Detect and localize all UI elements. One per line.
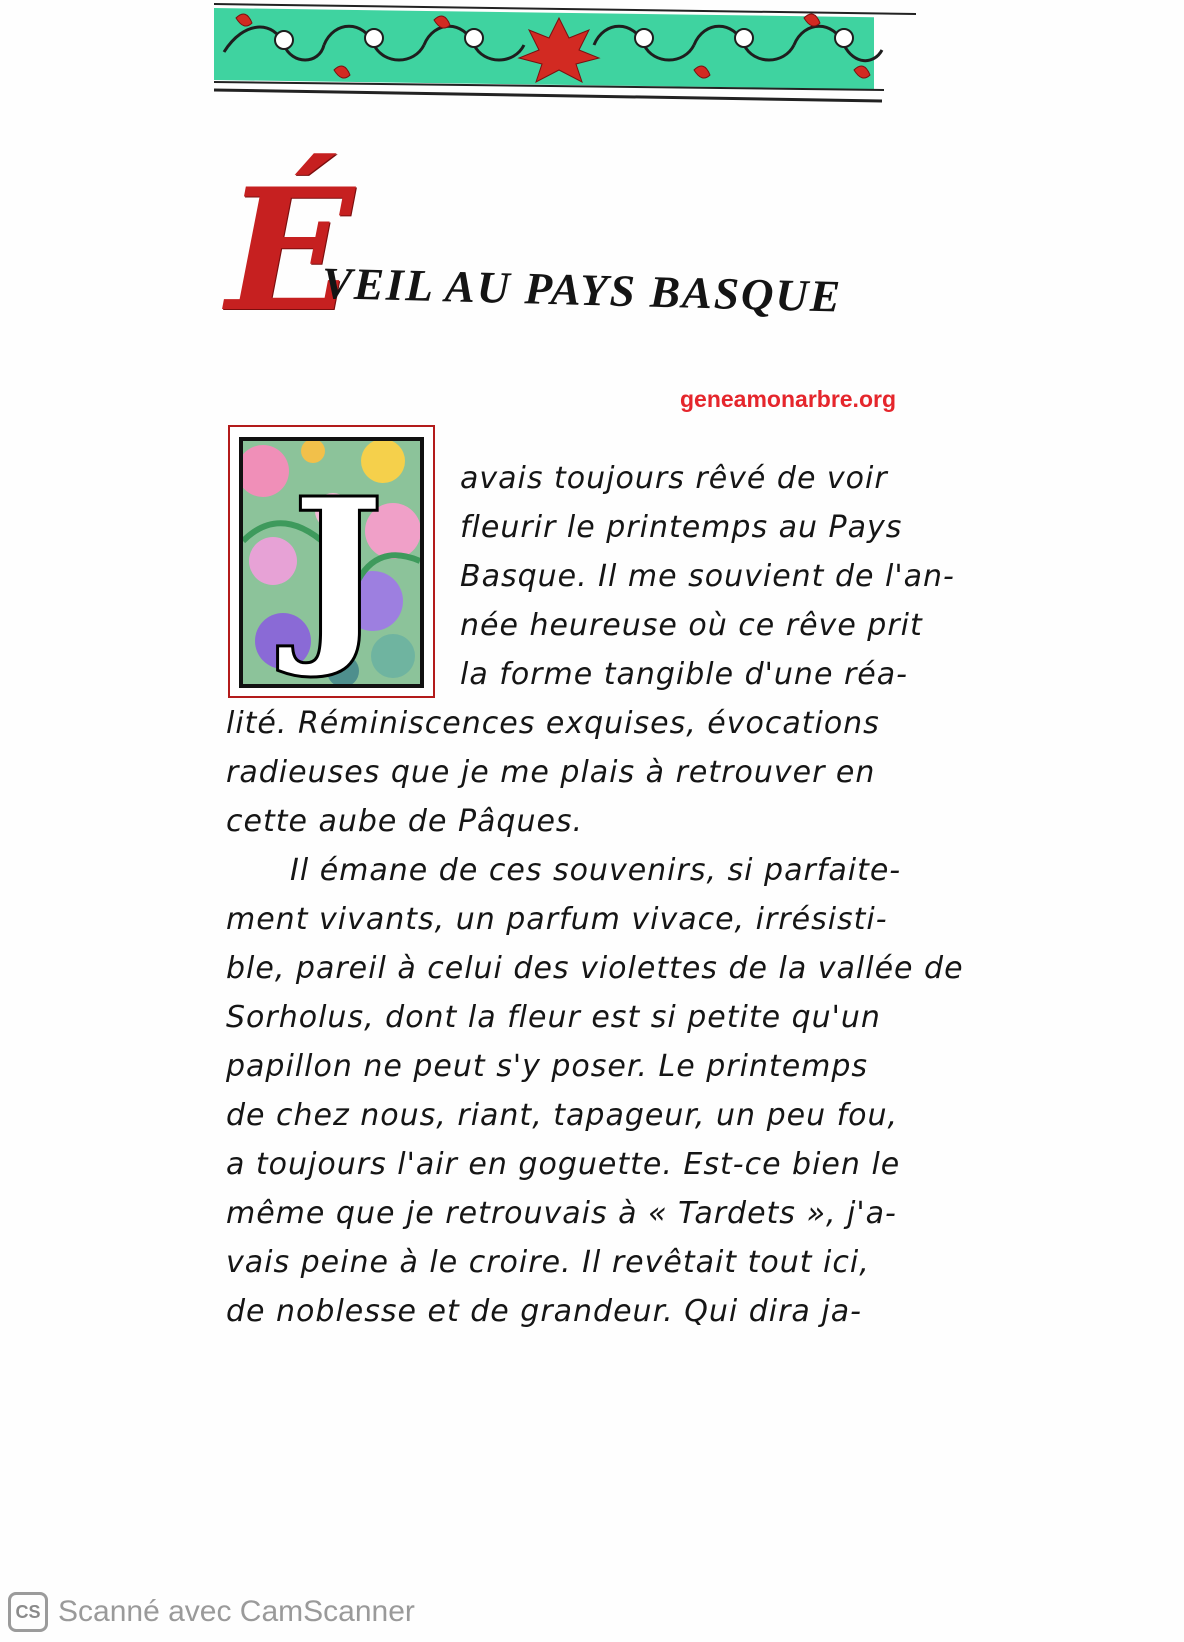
title-initial: É: [226, 151, 355, 349]
body-line-9: Il émane de ces souvenirs, si parfaite-: [290, 853, 902, 888]
camscanner-logo-icon: CS: [8, 1592, 48, 1632]
body-line-14: de chez nous, riant, tapageur, un peu fou,: [226, 1098, 899, 1133]
body-line-10: ment vivants, un parfum vivace, irrésisti-: [226, 902, 888, 937]
body-line-12: Sorholus, dont la fleur est si petite qu'un: [226, 1000, 881, 1035]
body-line-1: avais toujours rêvé de voir: [460, 461, 888, 496]
ornamental-border: [214, 0, 916, 112]
letter-j-icon: [243, 441, 420, 684]
scanner-footer: [8, 1590, 415, 1634]
watermark-link[interactable]: geneamonarbre.org: [680, 386, 896, 412]
body-line-7: radieuses que je me plais à retrouver en: [226, 755, 876, 790]
body-line-8: cette aube de Pâques.: [226, 804, 584, 839]
footer-text: Scanné avec CamScanner: [58, 1595, 415, 1628]
illuminated-drop-cap: [228, 425, 435, 698]
body-line-5: la forme tangible d'une réa-: [460, 657, 908, 692]
body-line-3: Basque. Il me souvient de l'an-: [460, 559, 955, 594]
body-line-6: lité. Réminiscences exquises, évocations: [226, 706, 880, 741]
body-line-11: ble, pareil à celui des violettes de la vallée de: [226, 951, 964, 986]
body-line-13: papillon ne peut s'y poser. Le printemps: [226, 1049, 869, 1084]
drop-cap-letter: J: [293, 458, 383, 681]
drop-cap-frame: [239, 437, 424, 688]
body-line-15: a toujours l'air en goguette. Est-ce bien le: [226, 1147, 901, 1182]
page-title: [226, 151, 926, 349]
body-line-16: même que je retrouvais à « Tardets », j'a-: [226, 1196, 897, 1231]
body-line-17: vais peine à le croire. Il revêtait tout ici,: [226, 1245, 870, 1280]
title-text: VEIL AU PAYS BASQUE: [321, 258, 843, 322]
ornament-vine-icon: [214, 0, 916, 112]
body-line-2: fleurir le printemps au Pays: [460, 510, 903, 545]
body-line-18: de noblesse et de grandeur. Qui dira ja-: [226, 1294, 862, 1329]
body-line-4: née heureuse où ce rêve prit: [460, 608, 923, 643]
